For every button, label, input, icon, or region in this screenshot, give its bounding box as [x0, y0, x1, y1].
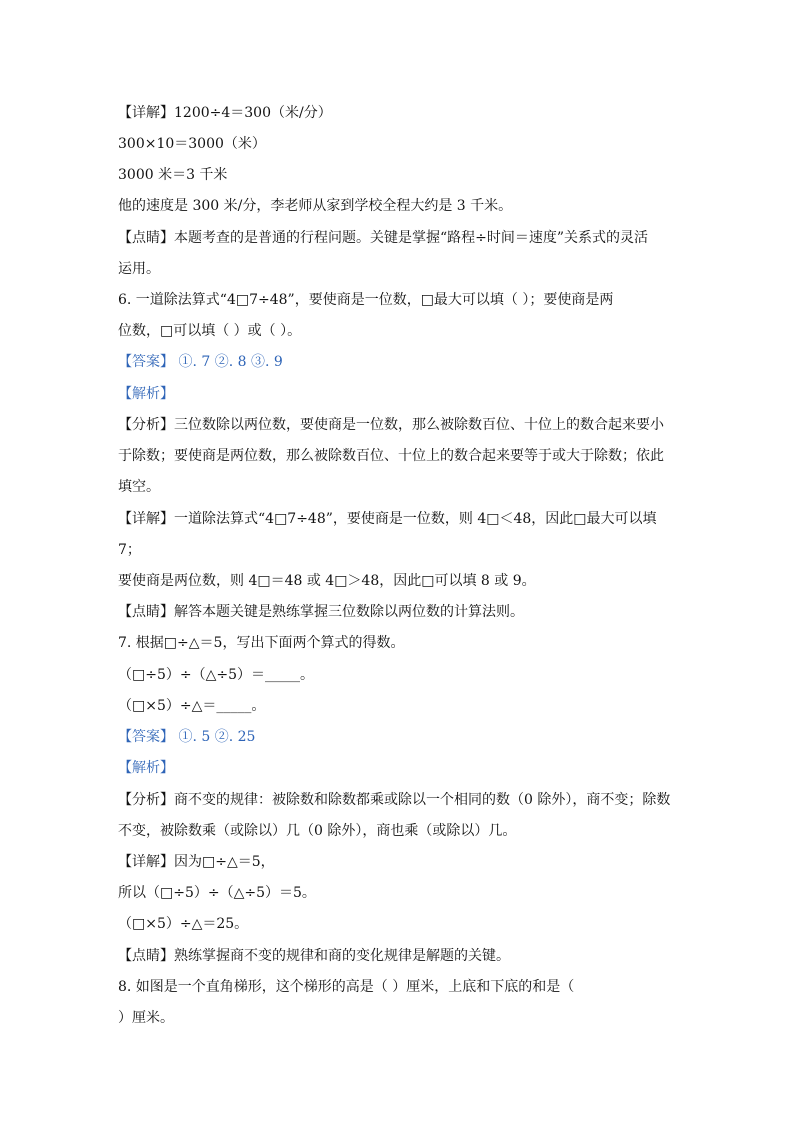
detail-7-line-2: 所以（□÷5）÷（△÷5）＝5。 — [118, 885, 316, 901]
comment-6: 【点睛】解答本题关键是熟练掌握三位数除以两位数的计算法则。 — [118, 604, 524, 620]
detail-6-line-2: 7； — [118, 542, 141, 558]
analysis-7-line-2: 不变，被除数乘（或除以）几（0 除外），商也乘（或除以）几。 — [118, 823, 517, 839]
detail-7-line-1: 【详解】因为□÷△＝5， — [118, 854, 275, 870]
detail-line-speed: 【详解】1200÷4＝300（米/分） — [118, 105, 332, 121]
question-7-line-1: 7. 根据□÷△＝5，写出下面两个算式的得数。 — [118, 635, 405, 651]
conclusion-line: 他的速度是 300 米/分，李老师从家到学校全程大约是 3 千米。 — [118, 198, 513, 214]
calc-line-distance: 300×10＝3000（米） — [118, 136, 266, 152]
question-8-line-2: ）厘米。 — [118, 1010, 174, 1026]
comment-line-1: 【点睛】本题考查的是普通的行程问题。关键是掌握“路程÷时间＝速度”关系式的灵活 — [118, 230, 649, 246]
question-6-line-1: 6. 一道除法算式“4□7÷48”，要使商是一位数，□最大可以填（ ）；要使商是两 — [118, 292, 614, 308]
analysis-6-line-3: 填空。 — [118, 479, 160, 495]
answer-6: 【答案】 ①. 7 ②. 8 ③. 9 — [118, 354, 283, 370]
comment-line-2: 运用。 — [118, 261, 160, 277]
question-6-line-2: 位数，□可以填（ ）或（ ）。 — [118, 323, 302, 339]
detail-6-line-3: 要使商是两位数，则 4□＝48 或 4□＞48，因此□可以填 8 或 9。 — [118, 573, 536, 589]
answer-7: 【答案】 ①. 5 ②. 25 — [118, 729, 256, 745]
comment-7: 【点睛】熟练掌握商不变的规律和商的变化规律是解题的关键。 — [118, 948, 510, 964]
question-7-line-3: （□×5）÷△＝_____。 — [118, 698, 266, 714]
detail-7-line-3: （□×5）÷△＝25。 — [118, 916, 249, 932]
detail-6-line-1: 【详解】一道除法算式“4□7÷48”，要使商是一位数，则 4□＜48，因此□最大可以填 — [118, 511, 657, 527]
question-7-line-2: （□÷5）÷（△÷5）＝_____。 — [118, 667, 314, 683]
analysis-heading-6: 【解析】 — [118, 386, 174, 402]
analysis-7-line-1: 【分析】商不变的规律：被除数和除数都乘或除以一个相同的数（0 除外），商不变；除数 — [118, 792, 671, 808]
analysis-heading-7: 【解析】 — [118, 760, 174, 776]
analysis-6-line-1: 【分析】三位数除以两位数，要使商是一位数，那么被除数百位、十位上的数合起来要小 — [118, 417, 664, 433]
question-8-line-1: 8. 如图是一个直角梯形，这个梯形的高是（ ）厘米，上底和下底的和是（ — [118, 979, 575, 995]
analysis-6-line-2: 于除数；要使商是两位数，那么被除数百位、十位上的数合起来要等于或大于除数；依此 — [118, 448, 664, 464]
calc-line-convert: 3000 米＝3 千米 — [118, 167, 228, 183]
